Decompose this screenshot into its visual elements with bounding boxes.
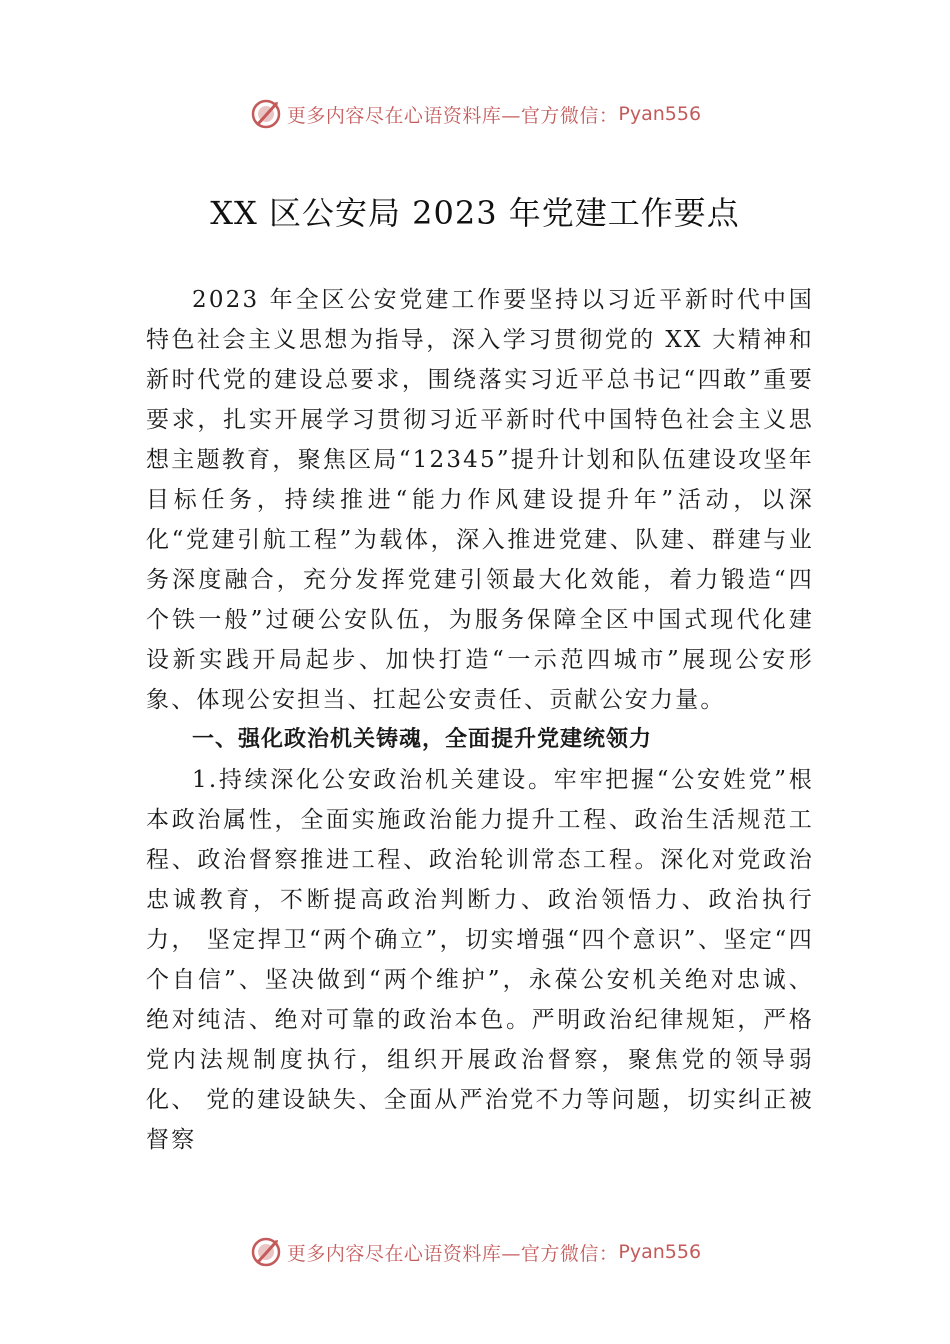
- document-title: XX 区公安局 2023 年党建工作要点: [210, 194, 740, 232]
- document-body: [146, 280, 814, 1160]
- watermark-banner-top: [0, 94, 950, 134]
- section-1-paragraph-1: 1.持续深化公安政治机关建设。牢牢把握“公安姓党”根本政治属性，全面实施政治能力提升工程、政治生活规范工程、政治督察推进工程、政治轮训常态工程。深化对党政治忠诚教育，不断提高政治判断力、政治领悟力、政治执行力， 坚定捍卫“两个确立”，切实增强“四个意识”、坚定“四个自信”、坚决做到“两个维护”，永葆公安机关绝对忠诚、绝对纯洁、绝对可靠的政治本色。严明政治纪律规矩，严格党内法规制度执行，组织开展政治督察，聚焦党的领导弱化、 党的建设缺失、全面从严治党不力等问题，切实纠正被督察: [146, 767, 814, 1153]
- watermark-text: 更多内容尽在心语资料库—官方微信：: [286, 104, 619, 127]
- brand-logo-icon: [249, 97, 283, 131]
- watermark-text: 更多内容尽在心语资料库—官方微信：: [286, 1242, 619, 1265]
- watermark-wechat-id: Pyan556: [618, 1241, 702, 1263]
- intro-paragraph: 2023 年全区公安党建工作要坚持以习近平新时代中国特色社会主义思想为指导，深入学习贯彻党的 XX 大精神和新时代党的建设总要求，围绕落实习近平总书记“四敢”重要要求，扎实开展学习贯彻习近平新时代中国特色社会主义思想主题教育，聚焦区局“12345”提升计划和队伍建设攻坚年目标任务，持续推进“能力作风建设提升年”活动，以深化“党建引航工程”为载体，深入推进党建、队建、群建与业务深度融合，充分发挥党建引领最大化效能，着力锻造“四个铁一般”过硬公安队伍，为服务保障全区中国式现代化建设新实践开局起步、加快打造“一示范四城市”展现公安形象、体现公安担当、扛起公安责任、贡献公安力量。: [146, 287, 814, 713]
- section-heading-1: 一、强化政治机关铸魂，全面提升党建统领力: [192, 727, 653, 752]
- watermark-wechat-id: Pyan556: [618, 103, 702, 125]
- brand-logo-icon: [249, 1235, 283, 1269]
- watermark-banner-bottom: [0, 1232, 950, 1272]
